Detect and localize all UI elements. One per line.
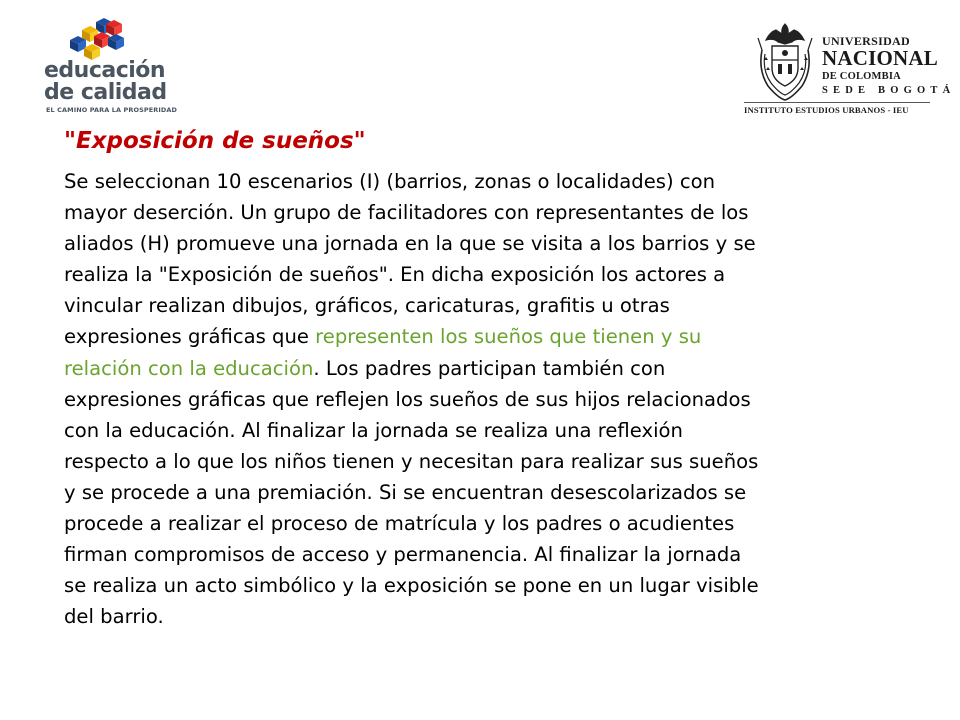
- slide-title: "Exposición de sueños": [64, 128, 366, 154]
- paragraph-line: [64, 353, 924, 384]
- educacion-de-calidad-logo: [40, 18, 178, 114]
- logo-right-line2: NACIONAL: [822, 46, 938, 70]
- universidad-nacional-logo: [744, 18, 956, 115]
- paragraph-line: firman compromisos de acceso y permanencia. Al finalizar la jornada: [64, 543, 742, 567]
- highlighted-text: relación con la educación: [64, 356, 314, 380]
- logo-left-line2: de calidad: [44, 80, 167, 105]
- paragraph-line: [64, 321, 924, 352]
- paragraph-line: con la educación. Al finalizar la jornada se realiza una reflexión: [64, 418, 683, 442]
- paragraph-line: mayor deserción. Un grupo de facilitadores con representantes de los: [64, 201, 749, 225]
- body-paragraph: [64, 166, 924, 632]
- paragraph-line: realiza la "Exposición de sueños". En dicha exposición los actores a: [64, 263, 726, 287]
- paragraph-line: Se seleccionan 10 escenarios (I) (barrios, zonas o localidades) con: [64, 170, 716, 193]
- paragraph-line-part: . Los padres participan también con: [313, 356, 666, 380]
- paragraph-line: expresiones gráficas que reflejen los sueños de sus hijos relacionados: [64, 387, 751, 411]
- paragraph-line: y se procede a una premiación. Si se encuentran desescolarizados se: [64, 480, 747, 504]
- logo-left-tagline: EL CAMINO PARA LA PROSPERIDAD: [46, 106, 178, 114]
- paragraph-line: respecto a lo que los niños tienen y necesitan para realizar sus sueños: [64, 449, 759, 473]
- logo-right-line3: DE COLOMBIA: [822, 71, 901, 82]
- highlighted-text: representen los sueños que tienen y su: [315, 325, 702, 349]
- coat-of-arms-icon: [754, 20, 816, 102]
- logo-right-line5: INSTITUTO ESTUDIOS URBANOS - IEU: [744, 102, 930, 115]
- cube-stack-icon: [66, 18, 132, 60]
- paragraph-line: procede a realizar el proceso de matrícula y los padres o acudientes: [64, 512, 735, 536]
- logo-right-line1: UNIVERSIDAD: [822, 34, 910, 48]
- paragraph-line: aliados (H) promueve una jornada en la que se visita a los barrios y se: [64, 232, 756, 256]
- logo-left-line1: educación: [44, 58, 166, 83]
- paragraph-line: se realiza un acto simbólico y la exposición se pone en un lugar visible: [64, 574, 759, 598]
- paragraph-line-part: expresiones gráficas que: [64, 325, 316, 349]
- paragraph-line: del barrio.: [64, 605, 164, 629]
- logo-right-line4: SEDE BOGOTÁ: [822, 85, 956, 96]
- paragraph-line: vincular realizan dibujos, gráficos, caricaturas, grafitis u otras: [64, 294, 670, 318]
